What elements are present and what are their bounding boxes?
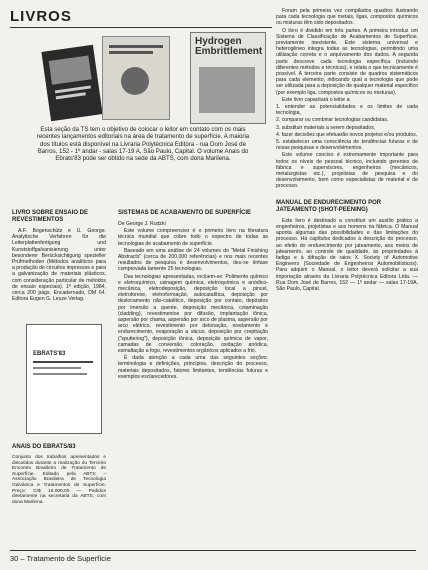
article2-title: ANAIS DO EBRATS/83 [12, 444, 76, 450]
section-title: LIVROS [10, 8, 72, 25]
intro-text: Esta seção da TS tem o objetivo de colocar o leitor em contato com os mais recentes lançamentos editoriais na área de tratamento de superfície. A maioria dos títulos está disponível na Livraria Polytécnica Editora - rua Dom José de Barros, 152 - 1º andar - salas 17-19 A, São Paulo, Capital. O volume Anais do Ebrats'83 pode ser obtido na sede da ABTS, com dona Marilena. [36, 126, 250, 163]
article3-body [118, 221, 268, 380]
article4-list-item: 1. entender as potencialidades e os limites de cada tecnologia, [276, 104, 418, 117]
footer-rule [10, 550, 416, 551]
article5-body: Este livro é destinado a constituir um auxílio prático a engenheiros, projetistas e aos homens na fábrica. O Manual aponta algumas das possibilidades e das limitações do processo. Há capítulos dedicados à descrição do processo, ao efeito do endurecimento por jateamento, aos meios de jateamento, ao controle de qualidade, às propriedades à fadiga e à difração de raios X. Society of Automotive Engineers (Sociedade de Engenheiros Automobilísticos). Para adquirir o Manual, o leitor deverá solicitar a sua importação através da Livraria Polytécnica Editora Ltda. — Rua Dom José de Barros, 152 — 1º andar — salas 17-19A, São Paulo, Capital. [276, 217, 418, 292]
article4-paragraph: Este livro capacitará o leitor a: [282, 96, 351, 103]
page-footer: 30 – Tratamento de Superfície [10, 554, 111, 563]
article4-list-item: 2. comparar ou combinar tecnologias candidatas, [276, 117, 389, 124]
article4-paragraph: Foram pela primeira vez compilados quadros ilustrando para cada tecnologia que metais, ligas, compostos químicos ou misturas têm sido depositados. [276, 8, 418, 27]
book-cover-left [41, 45, 102, 122]
article3-paragraph: É dada atenção a cada uma das seguintes seções: terminologia e definições, princípios, descrição do processo, materiais depositados, fatores limitantes, tendências futuras e exemplos esclarecedores. [118, 355, 268, 380]
article3-paragraph: Das tecnologias apresentadas, incluem-se: Polimento químico e eletroquímico, usinagem química, eletroquímica e anódico-mecânica, eletrodeposição, deposição local a pincel, eletroforese, eletroformação, autocatalítica, deposição por deslocamento não-catalítico, deposição por contato, depósitos por imersão a quente, deposição mecânica, colaminação (cladding), revestimentos por difusão, implantação iônica, aspersão por chama, aspersão por arco de plasma, aspersão por arco elétrico, revestimento por detonação, nivelamento e endurecimento, evaporação a vácuo, deposição por crepitação ("sputtering"), deposição iônica, deposição química de vapor, camadas de conversão, coloração, oxidação anódica, esmaltação a fogo, revestimentos orgânicos aplicados a frio. [118, 273, 268, 355]
article2 [12, 444, 106, 505]
article3-paragraph: Baseado em uma análise de 24 volumes do "Metal Finishing Abstracts" (cerca de 200.000 referências) e nos mais recentes resultados de pesquisa e desenvolvimentos, deu-se ênfase comprovada tamente 25 tecnologias. [118, 247, 268, 273]
article3 [118, 210, 268, 381]
book-photo [40, 30, 268, 126]
article3-title: SISTEMAS DE ACABAMENTO DE SUPERFÍCIE [118, 210, 252, 216]
article4-body [276, 8, 418, 190]
ebrats-cover-title: EBRATS'83 [33, 351, 66, 357]
book-cover-hydrogen [190, 32, 266, 124]
article4-list-item: 3. substituir materiais a serem depositados, [276, 124, 376, 131]
article1-title: LIVRO SOBRE ENSAIO DE REVESTIMENTOS [12, 210, 89, 223]
article3-paragraph: Este volume compreensivo é o primeiro livro na literatura técnica mundial que cobre todo o espectro de todas as tecnologias de acabamento de superfície. [118, 228, 268, 247]
article4-list-item: 5. estabelecer uma consciência de tendências futuras e de novas pesquisas e desenvolvimentos. [276, 139, 418, 152]
article1 [12, 210, 106, 302]
article4-paragraph: O livro é dividido em três partes. A primeira introduz um Sistema de Classificação de Acabamentos de Superfície, previamente inexistente. Este sistema universal e heterogêneo integra todas as tecnologias, permitindo uma utilização correta e o arquivamento dos dados. A segunda parte descreve cada tecnologia específica (incluindo diferentes métodos e técnicas), e relata o que tecnicamente é possível. A terceira parte consiste de quadros sistemáticos para cada elemento, indicando qual a tecnologia que pode ser utilizada para a deposição de qualquer material específico (por exemplo liga, compostos químicos ou misturas). [276, 27, 418, 96]
article1-body: A.F. Bogenschütz e U. George. Analytische Verfahren für die Leiterplattenfertigung und Kunststoffgalvanisierung unter besonderer Berücksichtigung spezieller Prüfmethoden (Métodos analíticos para a produção de circuitos impressos e para a galvanização de materiais plásticos, com consideração particular de métodos de ensaio especiais). 1ª edição, 1984, cerca 200 págs. Encadernado, DM 64. Editora Eugen G. Leuze Verlag. [12, 228, 107, 303]
article3-author: De George J. Rudzki [118, 221, 166, 227]
article2-body: Conjunto dos trabalhos apresentados e discutidos durante a realização do Terceiro Encontro Brasileiro de Tratamento de Superfície. Editado pela ABTS – Associação Brasileira de Tecnologia Galvânica e Tratamentos de Superfície. Preço: Cr$ 15.000,00 — Pedidos diretamente na secretaria da ABTS, com dona Marilena. [12, 455, 106, 505]
article4-list-item: 4. fazer decisões que efetuarão novos projetos e/ou produtos, [276, 131, 418, 138]
article5-title: MANUAL DE ENDURECIMENTO POR JATEAMENTO (SHOT-PEENING) [276, 199, 382, 213]
ebrats-cover [26, 324, 102, 434]
hydrogen-title: Hydrogen Embrittlement [195, 36, 263, 57]
header-rule [10, 27, 272, 28]
article4 [276, 8, 418, 292]
book-cover-middle [102, 36, 170, 120]
article4-closing: Este volume conciso é extremamente importante para todos os níveis de pessoal técnico, incluindo gerentes de fábrica e supervisores, engenheiros (mecânicos, metalurgistas etc.), projetistas de pesquisa e do desenvolvimento, bem como especialistas de material e de processo. [276, 152, 418, 190]
